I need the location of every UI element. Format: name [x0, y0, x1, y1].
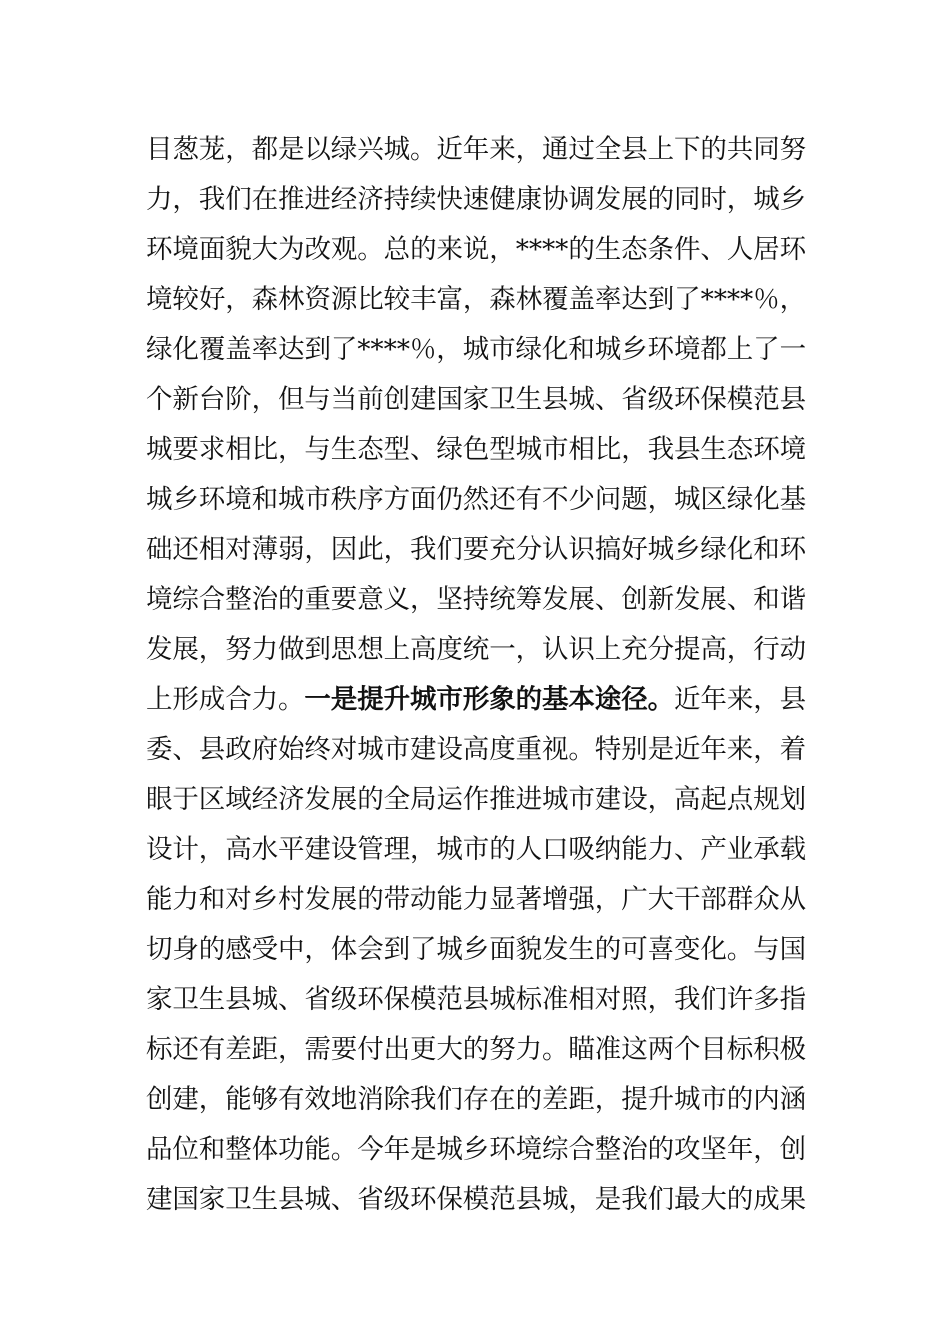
text-line: 建国家卫生县城、省级环保模范县城，是我们最大的成果	[146, 1184, 806, 1215]
text-line: 品位和整体功能。今年是城乡环境综合整治的攻坚年，创	[146, 1134, 806, 1165]
text-line: 城乡环境和城市秩序方面仍然还有不少问题，城区绿化基	[146, 484, 806, 515]
text-line: 切身的感受中，体会到了城乡面貌发生的可喜变化。与国	[146, 934, 806, 965]
text-line: 眼于区域经济发展的全局运作推进城市建设，高起点规划	[146, 784, 806, 815]
text-line: 绿化覆盖率达到了****％，城市绿化和城乡环境都上了一	[146, 334, 806, 365]
text-line: 创建，能够有效地消除我们存在的差距，提升城市的内涵	[146, 1084, 806, 1115]
text-line: 设计，高水平建设管理，城市的人口吸纳能力、产业承载	[146, 834, 806, 865]
text-line: 境综合整治的重要意义，坚持统筹发展、创新发展、和谐	[146, 584, 806, 615]
text-line: 标还有差距，需要付出更大的努力。瞄准这两个目标积极	[146, 1034, 806, 1065]
text-line: 力，我们在推进经济持续快速健康协调发展的同时，城乡	[146, 184, 806, 215]
text-line: 发展，努力做到思想上高度统一，认识上充分提高，行动	[146, 634, 806, 665]
text-line: 委、县政府始终对城市建设高度重视。特别是近年来，着	[146, 734, 806, 765]
text-segment: 近年来，县	[674, 684, 806, 715]
text-line-with-heading	[146, 675, 806, 725]
bold-subheading: 一是提升城市形象的基本途径。	[304, 684, 675, 715]
text-line: 境较好，森林资源比较丰富，森林覆盖率达到了****％，	[146, 284, 806, 315]
text-segment: 上形成合力。	[146, 684, 305, 715]
text-line: 能力和对乡村发展的带动能力显著增强，广大干部群众从	[146, 884, 806, 915]
text-line: 目葱茏，都是以绿兴城。近年来，通过全县上下的共同努	[146, 134, 806, 165]
text-line: 个新台阶，但与当前创建国家卫生县城、省级环保模范县	[146, 384, 806, 415]
text-line: 家卫生县城、省级环保模范县城标准相对照，我们许多指	[146, 984, 806, 1015]
text-line: 城要求相比，与生态型、绿色型城市相比，我县生态环境	[146, 434, 806, 465]
text-line: 础还相对薄弱，因此，我们要充分认识搞好城乡绿化和环	[146, 534, 806, 565]
body-paragraph	[146, 125, 806, 1225]
text-line: 环境面貌大为改观。总的来说，****的生态条件、人居环	[146, 234, 806, 265]
